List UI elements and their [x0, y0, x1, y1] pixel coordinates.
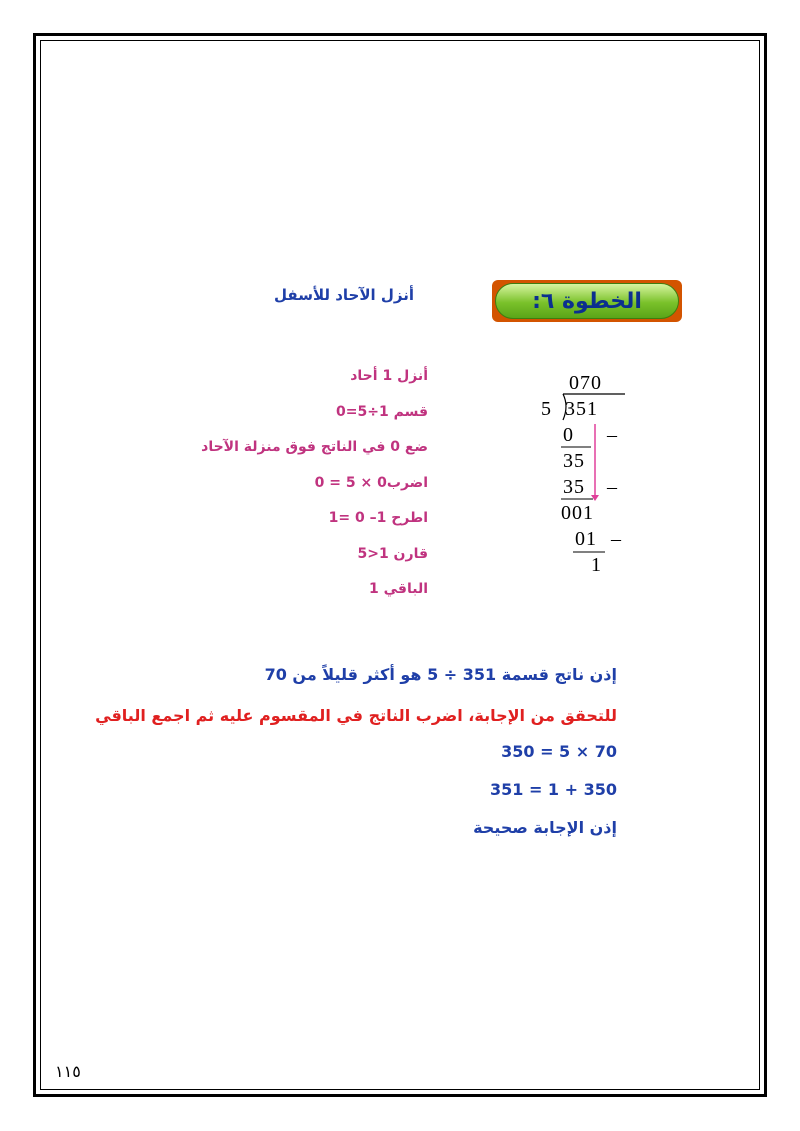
steps-list: [168, 368, 428, 617]
step-instruction: أنزل الآحاد للأسفل: [274, 286, 414, 304]
divisor: 5: [541, 398, 552, 420]
final-line: إذن الإجابة صحيحة: [473, 818, 617, 837]
long-division: [525, 368, 645, 580]
step-pill: [495, 283, 679, 319]
partial-35-sub: 35: [563, 476, 585, 498]
partial-0: 0: [563, 424, 574, 446]
partial-001: 001: [561, 502, 594, 524]
step-item: اضرب0 × 5 = 0: [314, 474, 428, 491]
check-line: للتحقق من الإجابة، اضرب الناتج في المقسوم عليه ثم اجمع الباقي: [95, 706, 617, 725]
dividend: 351: [565, 398, 598, 420]
minus-sign: –: [607, 424, 618, 446]
quotient: 070: [569, 372, 602, 394]
page-number: ١١٥: [55, 1062, 81, 1081]
step-title: الخطوة ٦:: [532, 288, 642, 314]
partial-01: 01: [575, 528, 597, 550]
step-item: أنزل 1 أحاد: [350, 368, 428, 384]
step-item: اطرح 1– 0 =1: [328, 510, 428, 526]
result-line: إذن ناتج قسمة 351 ÷ 5 هو أكثر قليلاً من 70: [264, 665, 617, 684]
minus-sign: –: [607, 476, 618, 498]
remainder: 1: [591, 554, 602, 576]
multiply-line: 350 = 5 × 70: [501, 742, 617, 761]
add-line: 351 = 1 + 350: [489, 780, 617, 799]
step-badge: [492, 280, 682, 322]
step-item: قسم 1÷5=0: [336, 403, 428, 420]
step-item: الباقي 1: [369, 581, 428, 597]
partial-35: 35: [563, 450, 585, 472]
step-item: ضع 0 في الناتج فوق منزلة الآحاد: [201, 439, 428, 455]
minus-sign: –: [611, 528, 622, 550]
step-item: قارن 1<5: [357, 545, 428, 562]
